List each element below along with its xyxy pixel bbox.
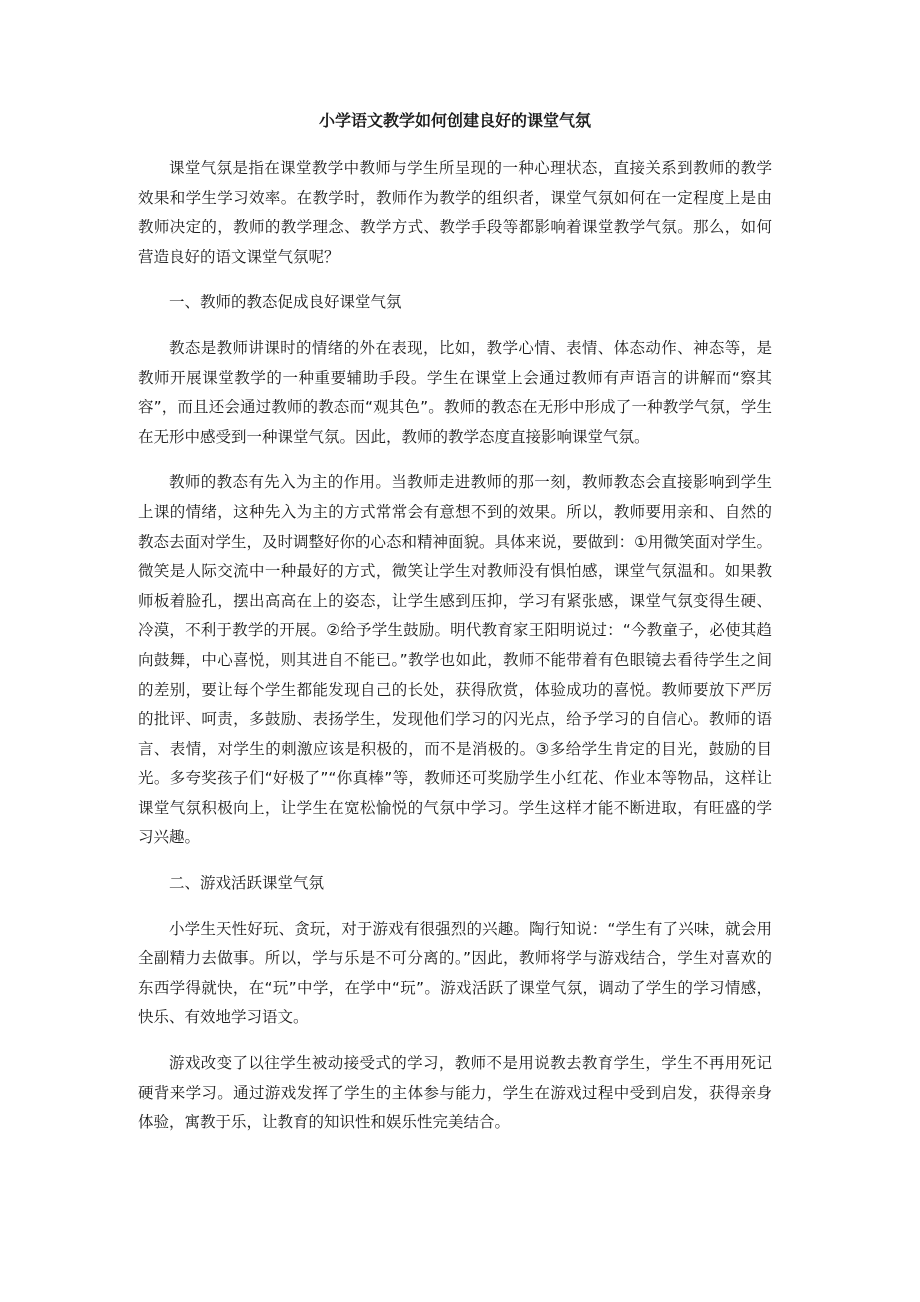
- section-2-paragraph-2: 游戏改变了以往学生被动接受式的学习，教师不是用说教去教育学生，学生不再用死记硬背来学习。通过游戏发挥了学生的主体参与能力，学生在游戏过程中受到启发，获得亲身体验，寓教于乐，让教育的知识性和娱乐性完美结合。: [138, 1054, 772, 1132]
- section-1-paragraph-2: 教师的教态有先入为主的作用。当教师走进教师的那一刻，教师教态会直接影响到学生上课的情绪，这种先入为主的方式常常会有意想不到的效果。所以，教师要用亲和、自然的教态去面对学生，及时调整好你的心态和精神面貌。具体来说，要做到：①用微笑面对学生。微笑是人际交流中一种最好的方式，微笑让学生对教师没有惧怕感，课堂气氛温和。如果教师板着脸孔，摆出高高在上的姿态，让学生感到压抑，学习有紧张感，课堂气氛变得生硬、冷漠，不利于教学的开展。②给予学生鼓励。明代教育家王阳明说过：“今教童子，必使其趋向鼓舞，中心喜悦，则其进自不能已。”教学也如此，教师不能带着有色眼镜去看待学生之间的差别，要让每个学生都能发现自己的长处，获得欣赏，体验成功的喜悦。教师要放下严厉的批评、呵责，多鼓励、表扬学生，发现他们学习的闪光点，给予学习的自信心。教师的语言、表情，对学生的刺激应该是积极的，而不是消极的。③多给学生肯定的目光，鼓励的目光。多夸奖孩子们“好极了”“你真棒”等，教师还可奖励学生小红花、作业本等物品，这样让课堂气氛积极向上，让学生在宽松愉悦的气氛中学习。学生这样才能不断进取，有旺盛的学习兴趣。: [138, 473, 772, 847]
- document-page: [138, 108, 772, 1154]
- section-2-paragraph-1: 小学生天性好玩、贪玩，对于游戏有很强烈的兴趣。陶行知说：“学生有了兴味，就会用全副精力去做事。所以，学与乐是不可分离的。”因此，教师将学与游戏结合，学生对喜欢的东西学得就快，在“玩”中学，在学中“玩”。游戏活跃了课堂气氛，调动了学生的学习情感，快乐、有效地学习语文。: [138, 919, 772, 1027]
- section-heading-2: 二、游戏活跃课堂气氛: [169, 874, 325, 893]
- section-heading-1: 一、教师的教态促成良好课堂气氛: [169, 293, 402, 312]
- section-1-paragraph-1: 教态是教师讲课时的情绪的外在表现，比如，教学心情、表情、体态动作、神态等，是教师开展课堂教学的一种重要辅助手段。学生在课堂上会通过教师有声语言的讲解而“察其容”，而且还会通过教师的教态而“观其色”。教师的教态在无形中形成了一种教学气氛，学生在无形中感受到一种课堂气氛。因此，教师的教学态度直接影响课堂气氛。: [138, 338, 772, 446]
- document-title: 小学语文教学如何创建良好的课堂气氛: [318, 111, 591, 130]
- intro-paragraph: 课堂气氛是指在课堂教学中教师与学生所呈现的一种心理状态，直接关系到教师的教学效果和学生学习效率。在教学时，教师作为教学的组织者，课堂气氛如何在一定程度上是由教师决定的，教师的教学理念、教学方式、教学手段等都影响着课堂教学气氛。那么，如何营造良好的语文课堂气氛呢？: [138, 159, 772, 266]
